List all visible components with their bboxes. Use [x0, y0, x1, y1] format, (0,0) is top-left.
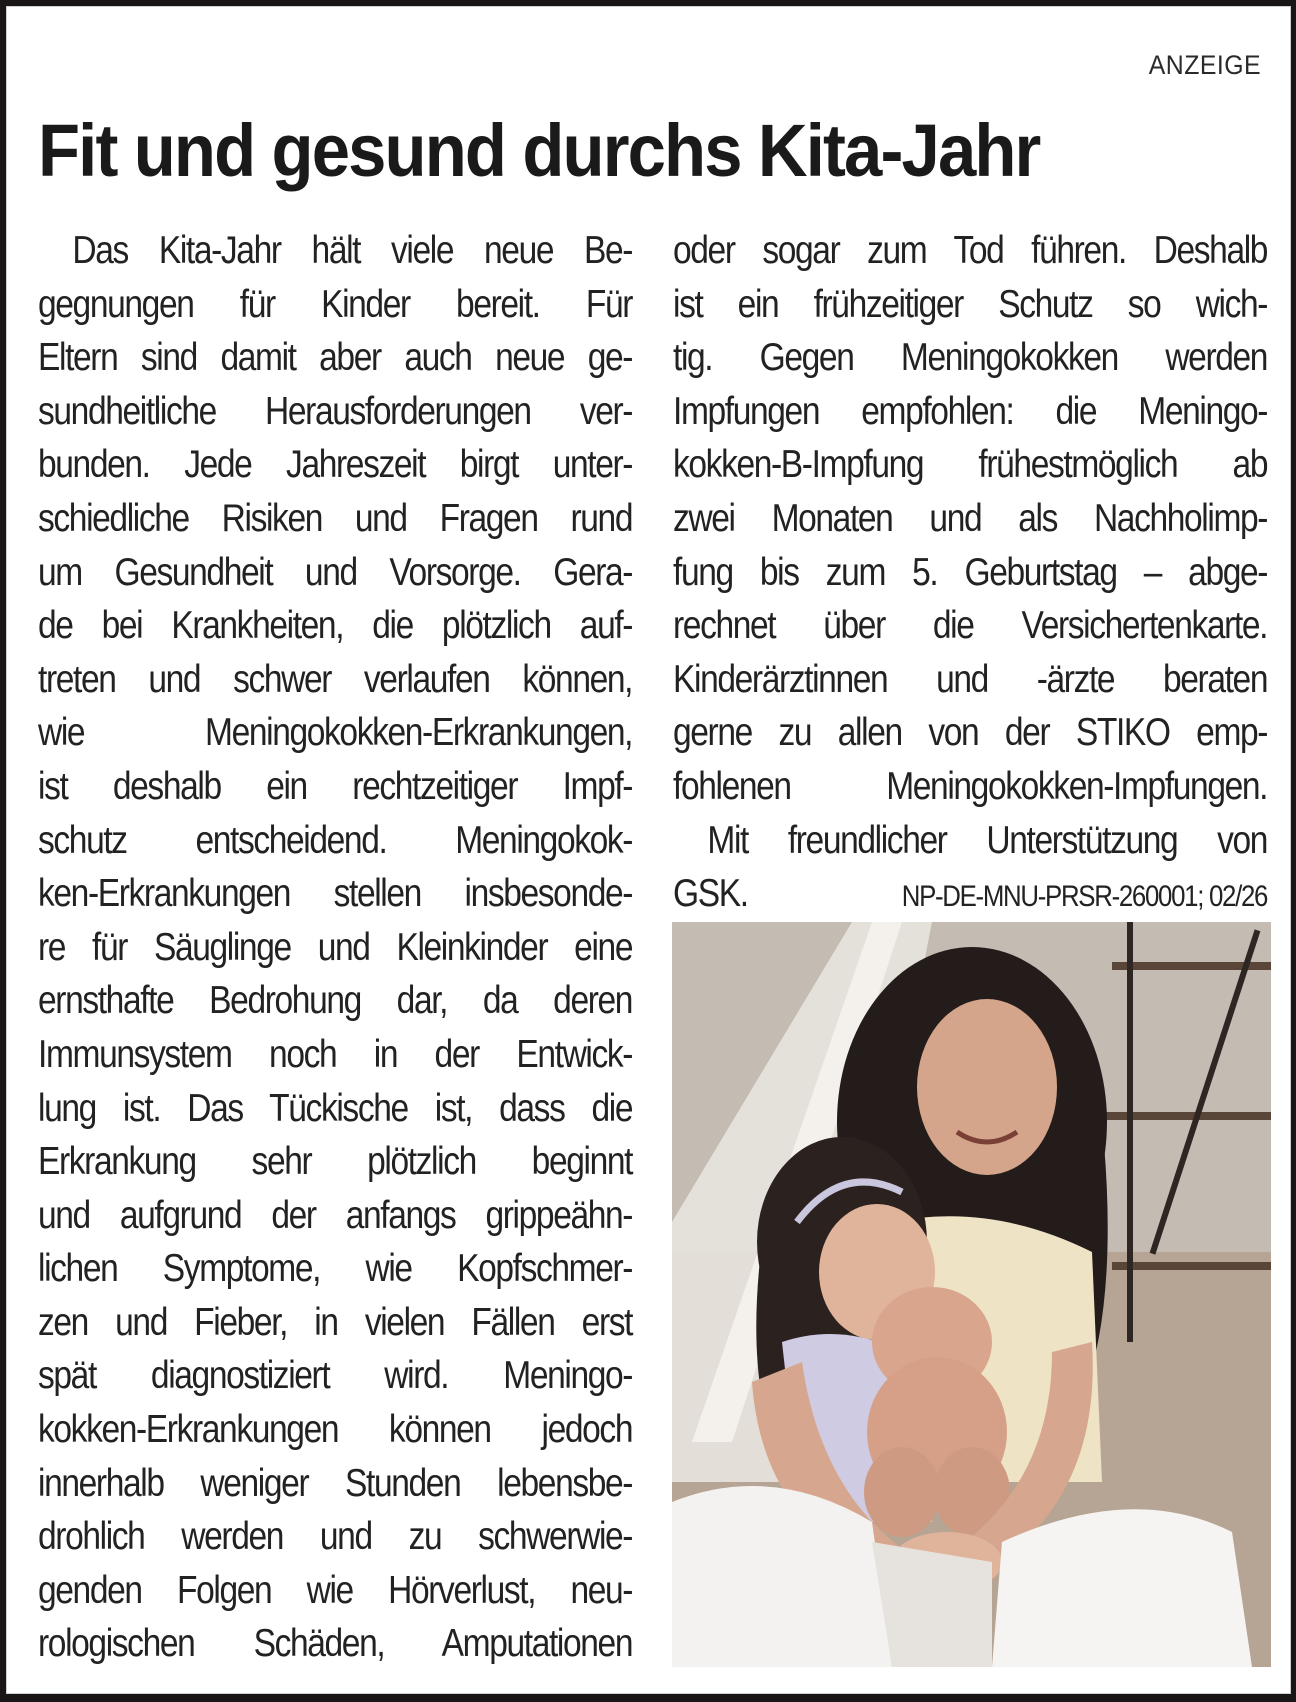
- text-line: sundheitliche Herausforderungen ver-: [38, 389, 633, 433]
- text-line: um Gesundheit und Vorsorge. Gera-: [38, 550, 633, 594]
- text-line: rologischen Schäden, Amputationen: [38, 1622, 633, 1666]
- text-line: lichen Symptome, wie Kopfschmer-: [38, 1247, 633, 1291]
- text-line: gegnungen für Kinder bereit. Für: [38, 282, 633, 326]
- text-line: zen und Fieber, in vielen Fällen erst: [38, 1300, 633, 1344]
- reference-code: NP-DE-MNU-PRSR-260001; 02/26: [901, 880, 1268, 914]
- text-column-2: [673, 224, 1267, 921]
- text-line: Impfungen empfohlen: die Meningo-: [673, 389, 1268, 433]
- text-line: ken-Erkrankungen stellen insbesonde-: [38, 872, 633, 916]
- text-line: gerne zu allen von der STIKO emp-: [673, 711, 1268, 755]
- text-column-1: [38, 224, 632, 1671]
- advertisement-page: [6, 6, 1291, 1694]
- text-line: wie Meningokokken-Erkrankungen,: [38, 711, 633, 755]
- text-line: genden Folgen wie Hörverlust, neu-: [38, 1568, 633, 1612]
- text-line: treten und schwer verlaufen können,: [38, 657, 633, 701]
- text-line: ist deshalb ein rechtzeitiger Impf-: [38, 764, 633, 808]
- text-line: spät diagnostiziert wird. Meningo-: [38, 1354, 633, 1398]
- text-line: Eltern sind damit aber auch neue ge-: [38, 336, 633, 380]
- text-line: Erkrankung sehr plötzlich beginnt: [38, 1140, 633, 1184]
- text-line: oder sogar zum Tod führen. Deshalb: [673, 229, 1268, 272]
- text-line: de bei Krankheiten, die plötzlich auf-: [38, 604, 633, 648]
- headline: Fit und gesund durchs Kita-Jahr: [38, 109, 1040, 192]
- text-line: innerhalb weniger Stunden lebensbe-: [38, 1461, 633, 1505]
- mother-child-photo: [672, 922, 1271, 1667]
- text-line: schutz entscheidend. Meningokok-: [38, 818, 633, 862]
- text-line: Kinderärztinnen und -ärzte beraten: [673, 657, 1268, 701]
- text-line: Immunsystem noch in der Entwick-: [38, 1032, 633, 1076]
- text-line: bunden. Jede Jahreszeit birgt unter-: [38, 443, 633, 487]
- text-line: Das Kita-Jahr hält viele neue Be-: [72, 229, 633, 272]
- text-line: schiedliche Risiken und Fragen rund: [38, 496, 633, 540]
- photo-illustration: [672, 922, 1271, 1667]
- text-line: lung ist. Das Tückische ist, dass die: [38, 1086, 633, 1130]
- text-line: fohlenen Meningokokken-Impfungen.: [673, 764, 1268, 808]
- credit-row: [673, 867, 1267, 921]
- text-line: Mit freundlicher Unterstützung von: [707, 818, 1268, 862]
- text-line: kokken-Erkrankungen können jedoch: [38, 1408, 633, 1452]
- text-line: zwei Monaten und als Nachholimp-: [673, 496, 1268, 540]
- text-line: ernsthafte Bedrohung dar, da deren: [38, 979, 633, 1023]
- text-line: fung bis zum 5. Geburtstag – abge-: [673, 550, 1268, 594]
- text-line: ist ein frühzeitiger Schutz so wich-: [673, 282, 1268, 326]
- text-line: drohlich werden und zu schwerwie-: [38, 1515, 633, 1559]
- sponsor-name: GSK.: [673, 872, 748, 916]
- text-line: kokken-B-Impfung frühestmöglich ab: [673, 443, 1268, 487]
- ad-label: ANZEIGE: [1148, 50, 1261, 80]
- text-line: re für Säuglinge und Kleinkinder eine: [38, 925, 633, 969]
- text-line: rechnet über die Versichertenkarte.: [673, 604, 1268, 648]
- text-line: und aufgrund der anfangs grippeähn-: [38, 1193, 633, 1237]
- text-line: tig. Gegen Meningokokken werden: [673, 336, 1268, 380]
